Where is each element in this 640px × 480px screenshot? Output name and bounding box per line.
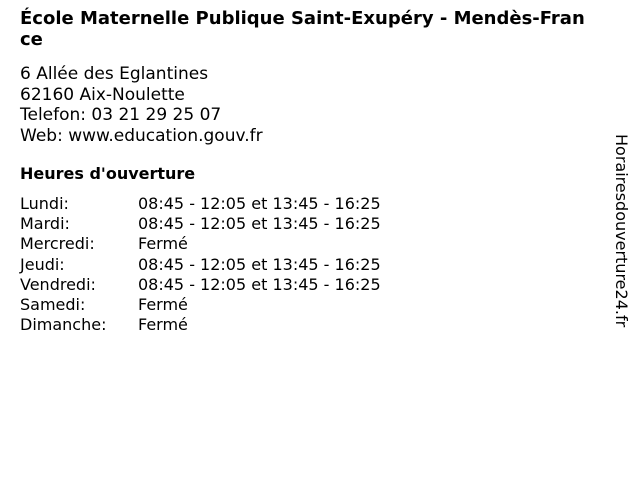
phone-number: Telefon: 03 21 29 25 07 [20,105,222,125]
day-hours: Fermé [138,234,188,254]
day-label: Mardi: [20,214,70,234]
site-watermark: Horairesdouverture24.fr [612,134,631,328]
school-name: École Maternelle Publique Saint-Exupéry - Mendès-France [20,8,585,50]
hours-heading: Heures d'ouverture [20,164,196,183]
street-address: 6 Allée des Eglantines [20,64,209,84]
day-hours: 08:45 - 12:05 et 13:45 - 16:25 [138,194,381,213]
day-hours: Fermé [138,294,188,314]
address-block [20,64,263,146]
day-label: Dimanche: [20,315,107,335]
hours-row-wednesday [20,234,381,254]
hours-row-tuesday [20,214,381,234]
day-hours: 08:45 - 12:05 et 13:45 - 16:25 [138,214,381,234]
day-label: Vendredi: [20,274,96,294]
website: Web: www.education.gouv.fr [20,125,263,146]
hours-row-thursday [20,255,381,275]
day-hours: 08:45 - 12:05 et 13:45 - 16:25 [138,254,381,274]
opening-hours-list [20,194,381,335]
day-hours: Fermé [138,315,188,335]
day-label: Jeudi: [20,254,65,274]
day-label: Lundi: [20,194,69,213]
day-label: Samedi: [20,294,86,314]
day-hours: 08:45 - 12:05 et 13:45 - 16:25 [138,274,381,294]
day-label: Mercredi: [20,234,95,254]
hours-row-sunday [20,315,381,335]
city-postal: 62160 Aix-Noulette [20,84,185,105]
hours-row-friday [20,275,381,295]
hours-row-saturday [20,295,381,315]
hours-row-monday [20,194,381,214]
